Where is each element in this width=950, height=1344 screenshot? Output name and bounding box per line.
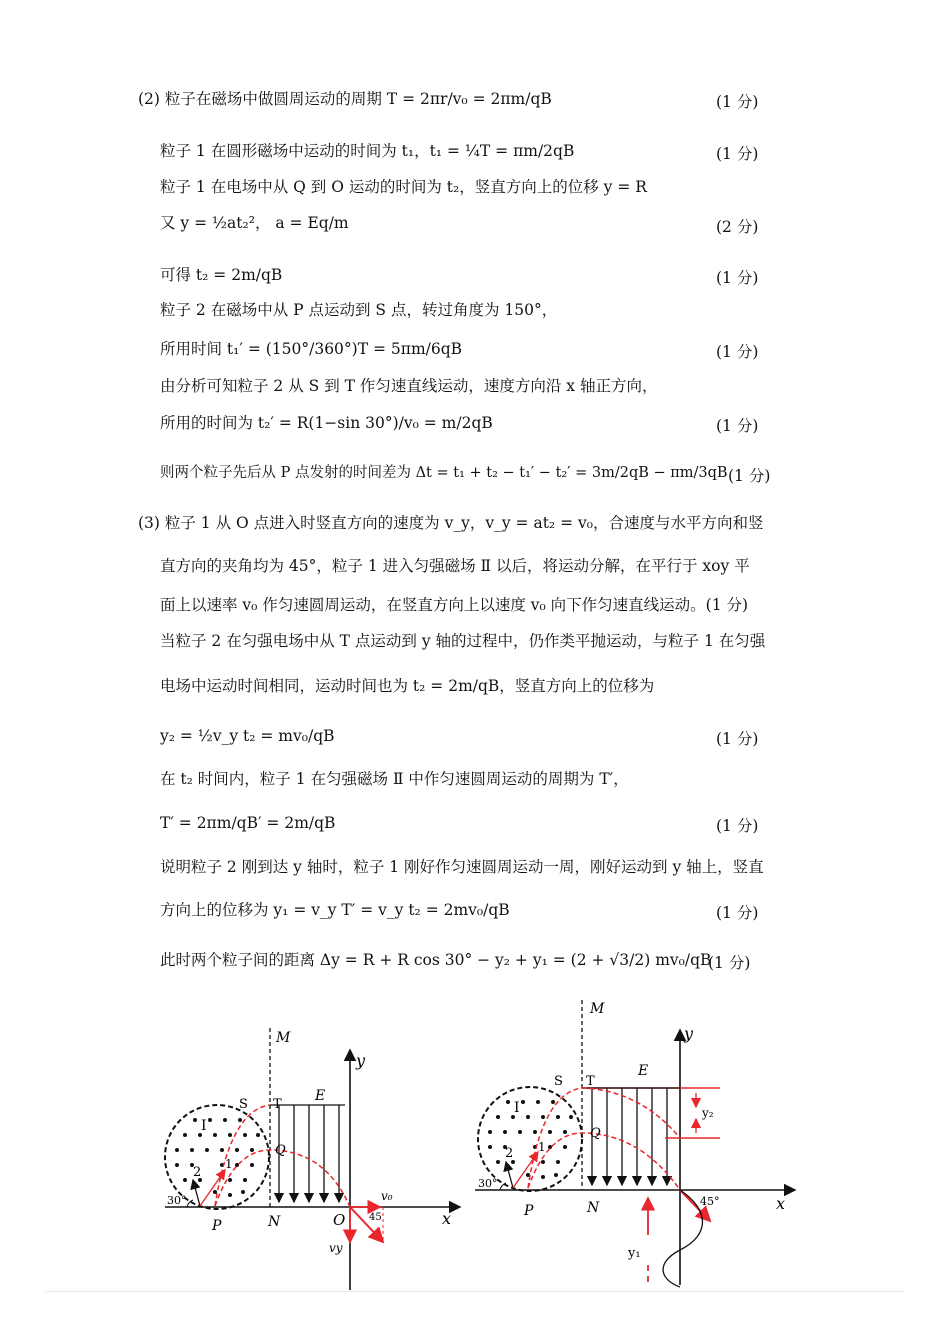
fr-label-1: 1: [538, 1140, 546, 1154]
fr-label-45: 45°: [700, 1195, 720, 1208]
fr-label-y1: y₁: [628, 1246, 641, 1261]
fr-label-T: T: [586, 1074, 595, 1089]
fl-label-1: 1: [225, 1157, 233, 1171]
fr-label-2: 2: [505, 1146, 514, 1161]
p2-line-1: (2) 粒子在磁场中做圆周运动的周期 T = 2πr/v₀ = 2πm/qB: [138, 90, 552, 108]
p2-score-2: (1 分): [716, 145, 759, 163]
fl-label-vy: vy: [329, 1241, 343, 1255]
p3-score-2: (1 分): [716, 817, 759, 835]
p2-line-2: 粒子 1 在圆形磁场中运动的时间为 t₁，t₁ = ¼T = πm/2qB: [160, 142, 575, 160]
p3-line-8: T′ = 2πm/qB′ = 2m/qB: [160, 814, 336, 832]
p2-line-3: 粒子 1 在电场中从 Q 到 O 运动的时间为 t₂，竖直方向上的位移 y = R: [160, 178, 647, 196]
fr-label-I: I: [514, 1100, 520, 1116]
fl-label-x: x: [442, 1209, 452, 1228]
p2-score-4: (1 分): [716, 269, 759, 287]
p2-line-9: 所用的时间为 t₂′ = R(1−sin 30°)/v₀ = m/2qB: [160, 414, 493, 432]
fr-label-y: y: [684, 1024, 694, 1043]
fr-label-M: M: [590, 1001, 605, 1017]
fl-label-45: 45: [369, 1212, 382, 1223]
p3-line-11: 此时两个粒子间的距离 Δy = R + R cos 30° − y₂ + y₁ = (2 + √3/2) mv₀/qB: [160, 951, 712, 969]
p3-line-2: 直方向的夹角均为 45°，粒子 1 进入匀强磁场 Ⅱ 以后，将运动分解，在平行于 xoy 平: [160, 557, 750, 575]
figure-right: [470, 995, 800, 1290]
fl-label-O: O: [333, 1211, 346, 1229]
p3-line-7: 在 t₂ 时间内，粒子 1 在匀强磁场 Ⅱ 中作匀速圆周运动的周期为 T′，: [160, 770, 629, 788]
fl-label-y: y: [356, 1051, 366, 1070]
p2-line-4: 又 y = ½at₂²， a = Eq/m: [160, 214, 349, 232]
p3-line-9: 说明粒子 2 刚到达 y 轴时，粒子 1 刚好作匀速圆周运动一周，刚好运动到 y 轴上，竖直: [160, 858, 764, 876]
fl-label-T: T: [273, 1097, 282, 1112]
fl-label-v0: v₀: [381, 1189, 393, 1203]
p3-line-1: (3) 粒子 1 从 O 点进入时竖直方向的速度为 v_y，v_y = at₂ = v₀，合速度与水平方向和竖: [138, 514, 764, 532]
p3-line-5: 电场中运动时间相同，运动时间也为 t₂ = 2m/qB，竖直方向上的位移为: [160, 677, 655, 695]
p3-line-4: 当粒子 2 在匀强电场中从 T 点运动到 y 轴的过程中，仍作类平抛运动，与粒子 1 在匀强: [160, 632, 766, 650]
p2-line-8: 由分析可知粒子 2 从 S 到 T 作匀速直线运动，速度方向沿 x 轴正方向，: [160, 377, 658, 395]
fr-label-x: x: [776, 1194, 786, 1213]
p2-score-3: (2 分): [716, 218, 759, 236]
p3-line-6: y₂ = ½v_y t₂ = mv₀/qB: [160, 727, 335, 745]
fr-label-S: S: [554, 1074, 563, 1089]
p3-score-1: (1 分): [716, 730, 759, 748]
p3-score-3: (1 分): [716, 904, 759, 922]
fl-label-N: N: [268, 1214, 281, 1230]
p2-line-5: 可得 t₂ = 2m/qB: [160, 266, 283, 284]
p2-line-6: 粒子 2 在磁场中从 P 点运动到 S 点，转过角度为 150°，: [160, 301, 558, 319]
fr-label-30: 30°: [478, 1177, 498, 1190]
fl-label-P: P: [212, 1218, 222, 1234]
fl-label-M: M: [276, 1030, 291, 1046]
fr-label-E: E: [638, 1063, 649, 1079]
fl-label-2: 2: [193, 1165, 202, 1180]
fr-label-Q: Q: [590, 1126, 601, 1141]
p3-score-4: (1 分): [708, 954, 751, 972]
p2-score-6: (1 分): [716, 417, 759, 435]
fl-label-E: E: [315, 1088, 326, 1104]
p2-score-1: (1 分): [716, 93, 759, 111]
figure-left: [155, 1020, 470, 1295]
p3-line-10: 方向上的位移为 y₁ = v_y T′ = v_y t₂ = 2mv₀/qB: [160, 901, 510, 919]
fr-label-y2: y₂: [702, 1106, 714, 1120]
p2-line-7: 所用时间 t₁′ = (150°/360°)T = 5πm/6qB: [160, 340, 463, 358]
fr-label-N: N: [587, 1200, 600, 1216]
fl-label-30: 30°: [167, 1194, 187, 1207]
p2-line-10: 则两个粒子先后从 P 点发射的时间差为 Δt = t₁ + t₂ − t₁′ − t₂′ = 3m/2qB − πm/3qB: [160, 465, 728, 481]
p3-line-3: 面上以速率 v₀ 作匀速圆周运动，在竖直方向上以速度 v₀ 向下作匀速直线运动。(1 分): [160, 596, 749, 614]
bottom-rule: [45, 1291, 905, 1292]
fl-label-I: I: [201, 1118, 207, 1134]
p2-score-7: (1 分): [728, 467, 771, 485]
fl-label-Q: Q: [275, 1143, 286, 1158]
fl-label-S: S: [239, 1097, 248, 1112]
p2-score-5: (1 分): [716, 343, 759, 361]
fr-label-P: P: [524, 1203, 534, 1219]
